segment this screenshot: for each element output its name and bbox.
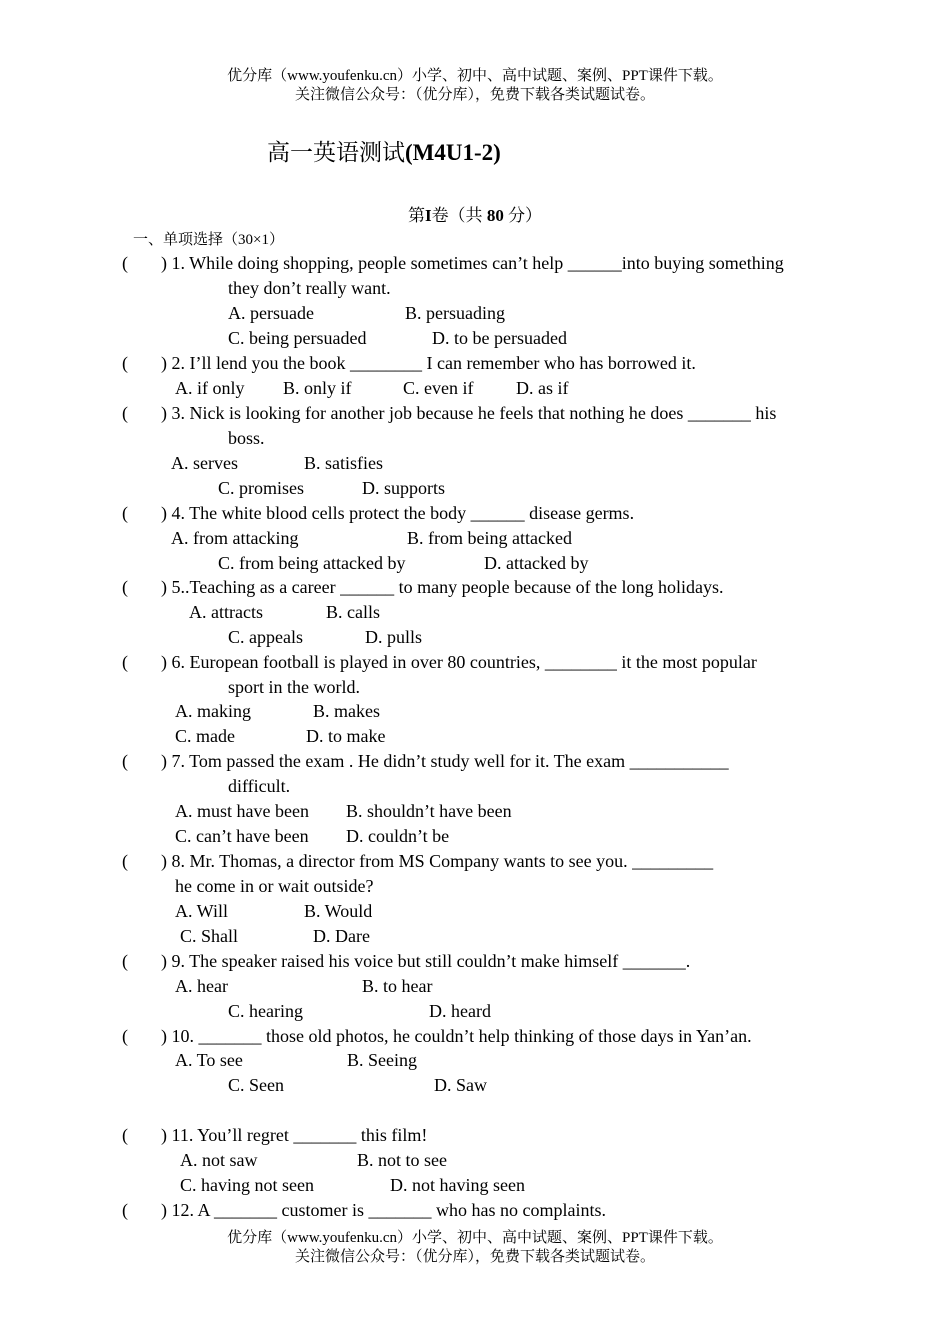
title-chinese: 高一英语测试 <box>267 140 405 165</box>
section-heading: 一、单项选择（30×1） <box>133 232 284 248</box>
answer-paren: ( <box>122 253 128 273</box>
question-stem: ) 2. I’ll lend you the book ________ I can remember who has borrowed it. <box>161 353 696 373</box>
answer-paren: ( <box>122 751 128 771</box>
question-stem: ) 5..Teaching as a career ______ to many people because of the long holidays. <box>161 577 724 597</box>
question-stem-continued: they don’t really want. <box>228 278 391 298</box>
page-footer-line-1: 优分库（www.youfenku.cn）小学、初中、高中试题、案例、PPT课件下载。 <box>227 1230 723 1246</box>
option-b: B. Would <box>304 901 373 921</box>
option-d: D. as if <box>516 378 569 398</box>
option-a: A. must have been <box>175 801 309 821</box>
part-mid: 卷（共 <box>431 206 487 225</box>
option-d: D. not having seen <box>390 1175 525 1195</box>
question-stem: ) 1. While doing shopping, people sometimes can’t help ______into buying something <box>161 253 784 273</box>
answer-paren: ( <box>122 652 128 672</box>
answer-paren: ( <box>122 577 128 597</box>
option-a: A. To see <box>175 1050 243 1070</box>
question-stem: ) 3. Nick is looking for another job because he feels that nothing he does _______ his <box>161 403 777 423</box>
option-d: D. pulls <box>365 627 423 647</box>
question-stem: ) 4. The white blood cells protect the body ______ disease germs. <box>161 503 635 523</box>
option-c: C. being persuaded <box>228 328 367 348</box>
option-a: A. Will <box>175 901 228 921</box>
part-score: 80 <box>486 206 504 225</box>
question-stem: ) 12. A _______ customer is _______ who has no complaints. <box>161 1200 606 1220</box>
option-a: A. not saw <box>180 1150 258 1170</box>
option-d: D. to be persuaded <box>432 328 567 348</box>
question-stem-continued: difficult. <box>228 776 291 796</box>
question-stem-continued: sport in the world. <box>228 677 360 697</box>
part-heading <box>0 201 950 226</box>
option-a: A. if only <box>175 378 245 398</box>
page-title <box>267 134 501 167</box>
option-c: C. from being attacked by <box>218 553 406 573</box>
option-d: D. to make <box>306 726 386 746</box>
option-c: C. Seen <box>228 1075 284 1095</box>
page-header-line-1: 优分库（www.youfenku.cn）小学、初中、高中试题、案例、PPT课件下载。 <box>227 68 723 84</box>
answer-paren: ( <box>122 1200 128 1220</box>
option-d: D. Dare <box>313 926 370 946</box>
question-stem: ) 9. The speaker raised his voice but still couldn’t make himself _______. <box>161 951 691 971</box>
option-a: A. serves <box>171 453 238 473</box>
question-stem-continued: he come in or wait outside? <box>175 876 374 896</box>
option-b: B. to hear <box>362 976 433 996</box>
answer-paren: ( <box>122 1026 128 1046</box>
option-b: B. from being attacked <box>407 528 572 548</box>
option-d: D. Saw <box>434 1075 487 1095</box>
option-d: D. heard <box>429 1001 491 1021</box>
part-post: 分） <box>503 206 543 225</box>
answer-paren: ( <box>122 503 128 523</box>
option-b: B. satisfies <box>304 453 383 473</box>
question-stem: ) 10. _______ those old photos, he couldn’t help thinking of those days in Yan’an. <box>161 1026 752 1046</box>
answer-paren: ( <box>122 951 128 971</box>
option-a: A. from attacking <box>171 528 299 548</box>
option-c: C. appeals <box>228 627 303 647</box>
option-c: C. can’t have been <box>175 826 309 846</box>
option-a: A. attracts <box>189 602 263 622</box>
option-b: B. makes <box>313 701 380 721</box>
option-b: B. not to see <box>357 1150 447 1170</box>
option-b: B. shouldn’t have been <box>346 801 512 821</box>
option-a: A. hear <box>175 976 228 996</box>
page-header-line-2: 关注微信公众号：（优分库），免费下载各类试题试卷。 <box>294 87 655 103</box>
part-pre: 第 <box>407 206 425 225</box>
question-stem: ) 11. You’ll regret _______ this film! <box>161 1125 428 1145</box>
question-stem: ) 6. European football is played in over 80 countries, ________ it the most popular <box>161 652 757 672</box>
option-c: C. promises <box>218 478 305 498</box>
title-code: (M4U1-2) <box>405 140 501 165</box>
page-footer-line-2: 关注微信公众号：（优分库），免费下载各类试题试卷。 <box>294 1249 655 1265</box>
option-b: B. only if <box>283 378 352 398</box>
question-stem-continued: boss. <box>228 428 265 448</box>
option-d: D. couldn’t be <box>346 826 450 846</box>
answer-paren: ( <box>122 353 128 373</box>
question-stem: ) 8. Mr. Thomas, a director from MS Company wants to see you. _________ <box>161 851 714 871</box>
option-b: B. persuading <box>405 303 505 323</box>
option-c: C. even if <box>403 378 474 398</box>
answer-paren: ( <box>122 403 128 423</box>
option-a: A. persuade <box>228 303 314 323</box>
option-c: C. Shall <box>180 926 239 946</box>
option-c: C. having not seen <box>180 1175 314 1195</box>
option-d: D. attacked by <box>484 553 589 573</box>
answer-paren: ( <box>122 851 128 871</box>
option-b: B. Seeing <box>347 1050 417 1070</box>
option-c: C. hearing <box>228 1001 303 1021</box>
question-stem: ) 7. Tom passed the exam . He didn’t study well for it. The exam ___________ <box>161 751 729 771</box>
answer-paren: ( <box>122 1125 128 1145</box>
option-a: A. making <box>175 701 251 721</box>
option-b: B. calls <box>326 602 380 622</box>
option-c: C. made <box>175 726 235 746</box>
part-roman: I <box>424 206 432 225</box>
option-d: D. supports <box>362 478 446 498</box>
